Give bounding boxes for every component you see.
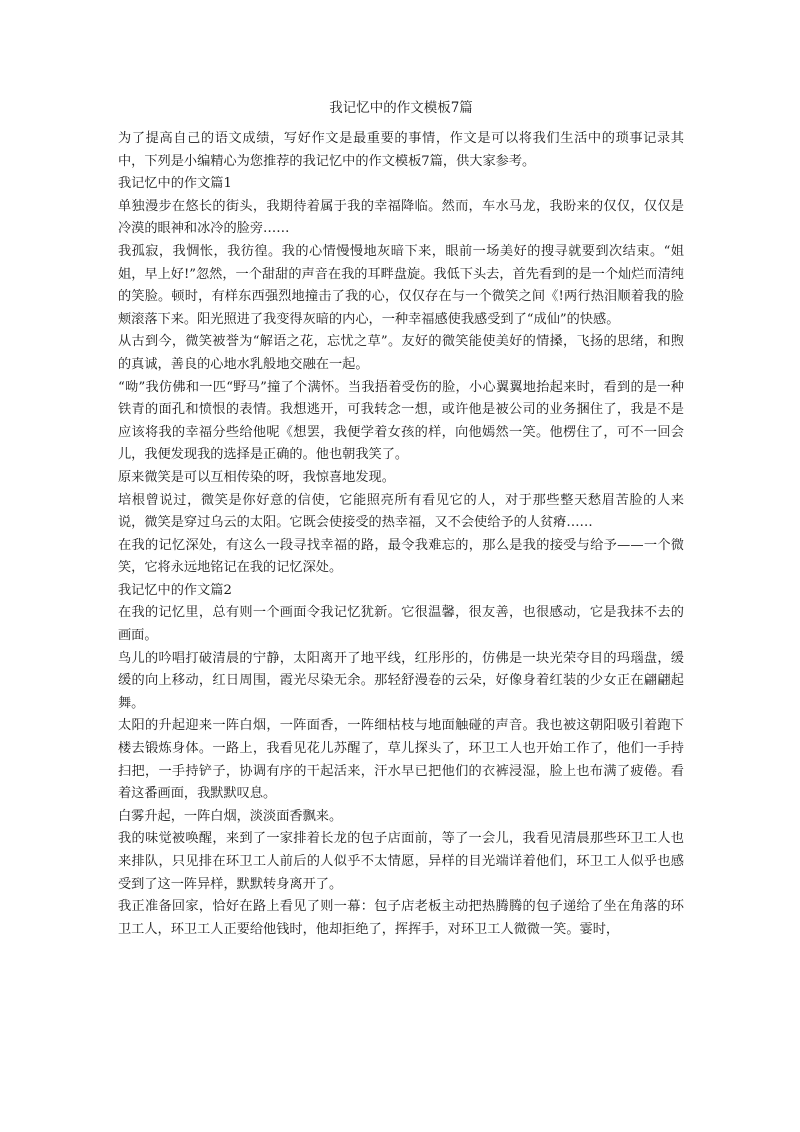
document-title: 我记忆中的作文模板7篇: [329, 100, 473, 116]
paragraph: 我孤寂，我惆怅，我彷徨。我的心情慢慢地灰暗下来，眼前一场美好的搜寻就要到次结束。“姐姐，早上好!”忽然，一个甜甜的声音在我的耳畔盘旋。我低下头去，首先看到的是一个灿烂而清纯的笑脸。顿时，有样东西强烈地撞击了我的心，仅仅存在与一个微笑之间《!两行热泪顺着我的脸颊滚落下来。阳光照进了我变得灰暗的内心，一种幸福感使我感受到了“成仙”的快感。: [118, 243, 684, 327]
paragraph: 在我的记忆里，总有则一个画面令我记忆犹新。它很温馨，很友善，也很感动，它是我抹不去的画面。: [118, 605, 684, 644]
section-heading: 我记忆中的作文篇1: [118, 176, 232, 192]
paragraph: 为了提高自己的语文成绩，写好作文是最重要的事情，作文是可以将我们生活中的琐事记录其中，下列是小编精心为您推荐的我记忆中的作文模板7篇，供大家参考。: [118, 131, 684, 169]
paragraph: “呦”我仿佛和一匹“野马”撞了个满怀。当我捂着受伤的脸，小心翼翼地抬起来时，看到的是一种铁青的面孔和愤恨的表情。我想逃开，可我转念一想，或许他是被公司的业务捆住了，我是不是应该将我的幸福分些给他呢《想罢，我便学着女孩的样，向他嫣然一笑。他楞住了，可不一回会儿，我便发现我的选择是正确的。他也朝我笑了。: [118, 379, 684, 463]
document-page: [118, 0, 684, 941]
paragraph: 鸟儿的吟唱打破清晨的宁静，太阳离开了地平线，红彤彤的，仿佛是一块光荣夺目的玛瑙盘，缓缓的向上移动，红日周围，霞光尽染无余。那轻舒漫卷的云朵，好像身着红装的少女正在翩翩起舞。: [118, 650, 684, 711]
document-body: [118, 128, 684, 941]
paragraph: 单独漫步在悠长的街头，我期待着属于我的幸福降临。然而，车水马龙，我盼来的仅仅，仅仅是冷漠的眼神和冰冷的脸旁……: [118, 198, 684, 237]
section-heading: 我记忆中的作文篇2: [118, 582, 232, 598]
paragraph: 从古到今，微笑被誉为“解语之花，忘忧之草”。友好的微笑能使美好的情搡，飞扬的思绪，和煦的真诚，善良的心地水乳般地交融在一起。: [118, 334, 684, 372]
paragraph: 太阳的升起迎来一阵白烟，一阵面香，一阵细枯枝与地面触碰的声音。我也被这朝阳吸引着跑下楼去锻炼身体。一路上，我看见花儿苏醒了，草儿探头了，环卫工人也开始工作了，他们一手持扫把，一手持铲子，协调有序的干起活来，汗水早已把他们的衣裤浸湿，脸上也布满了疲倦。看着这番画面，我默默叹息。: [118, 718, 684, 802]
paragraph: 原来微笑是可以互相传染的呀，我惊喜地发现。: [118, 469, 395, 485]
paragraph: 我的味觉被唤醒，来到了一家排着长龙的包子店面前，等了一会儿，我看见清晨那些环卫工人也来排队，只见排在环卫工人前后的人似乎不太情愿，异样的目光端详着他们，环卫工人似乎也感受到了这一阵异样，默默转身离开了。: [118, 831, 684, 892]
paragraph: 我正准备回家，恰好在路上看见了则一幕：包子店老板主动把热腾腾的包子递给了坐在角落的环卫工人，环卫工人正要给他钱时，他却拒绝了，挥挥手，对环卫工人微微一笑。霎时，: [118, 899, 684, 937]
paragraph: 在我的记忆深处，有这么一段寻找幸福的路，最令我难忘的，那么是我的接受与给予——一个微笑，它将永远地铭记在我的记忆深处。: [118, 537, 684, 576]
paragraph: 白雾升起，一阵白烟，淡淡面香飘来。: [118, 808, 343, 824]
paragraph: 培根曾说过，微笑是你好意的信使，它能照亮所有看见它的人，对于那些整天愁眉苦脸的人来说，微笑是穿过乌云的太阳。它既会使接受的热幸福，又不会使给予的人贫瘠……: [118, 492, 684, 531]
